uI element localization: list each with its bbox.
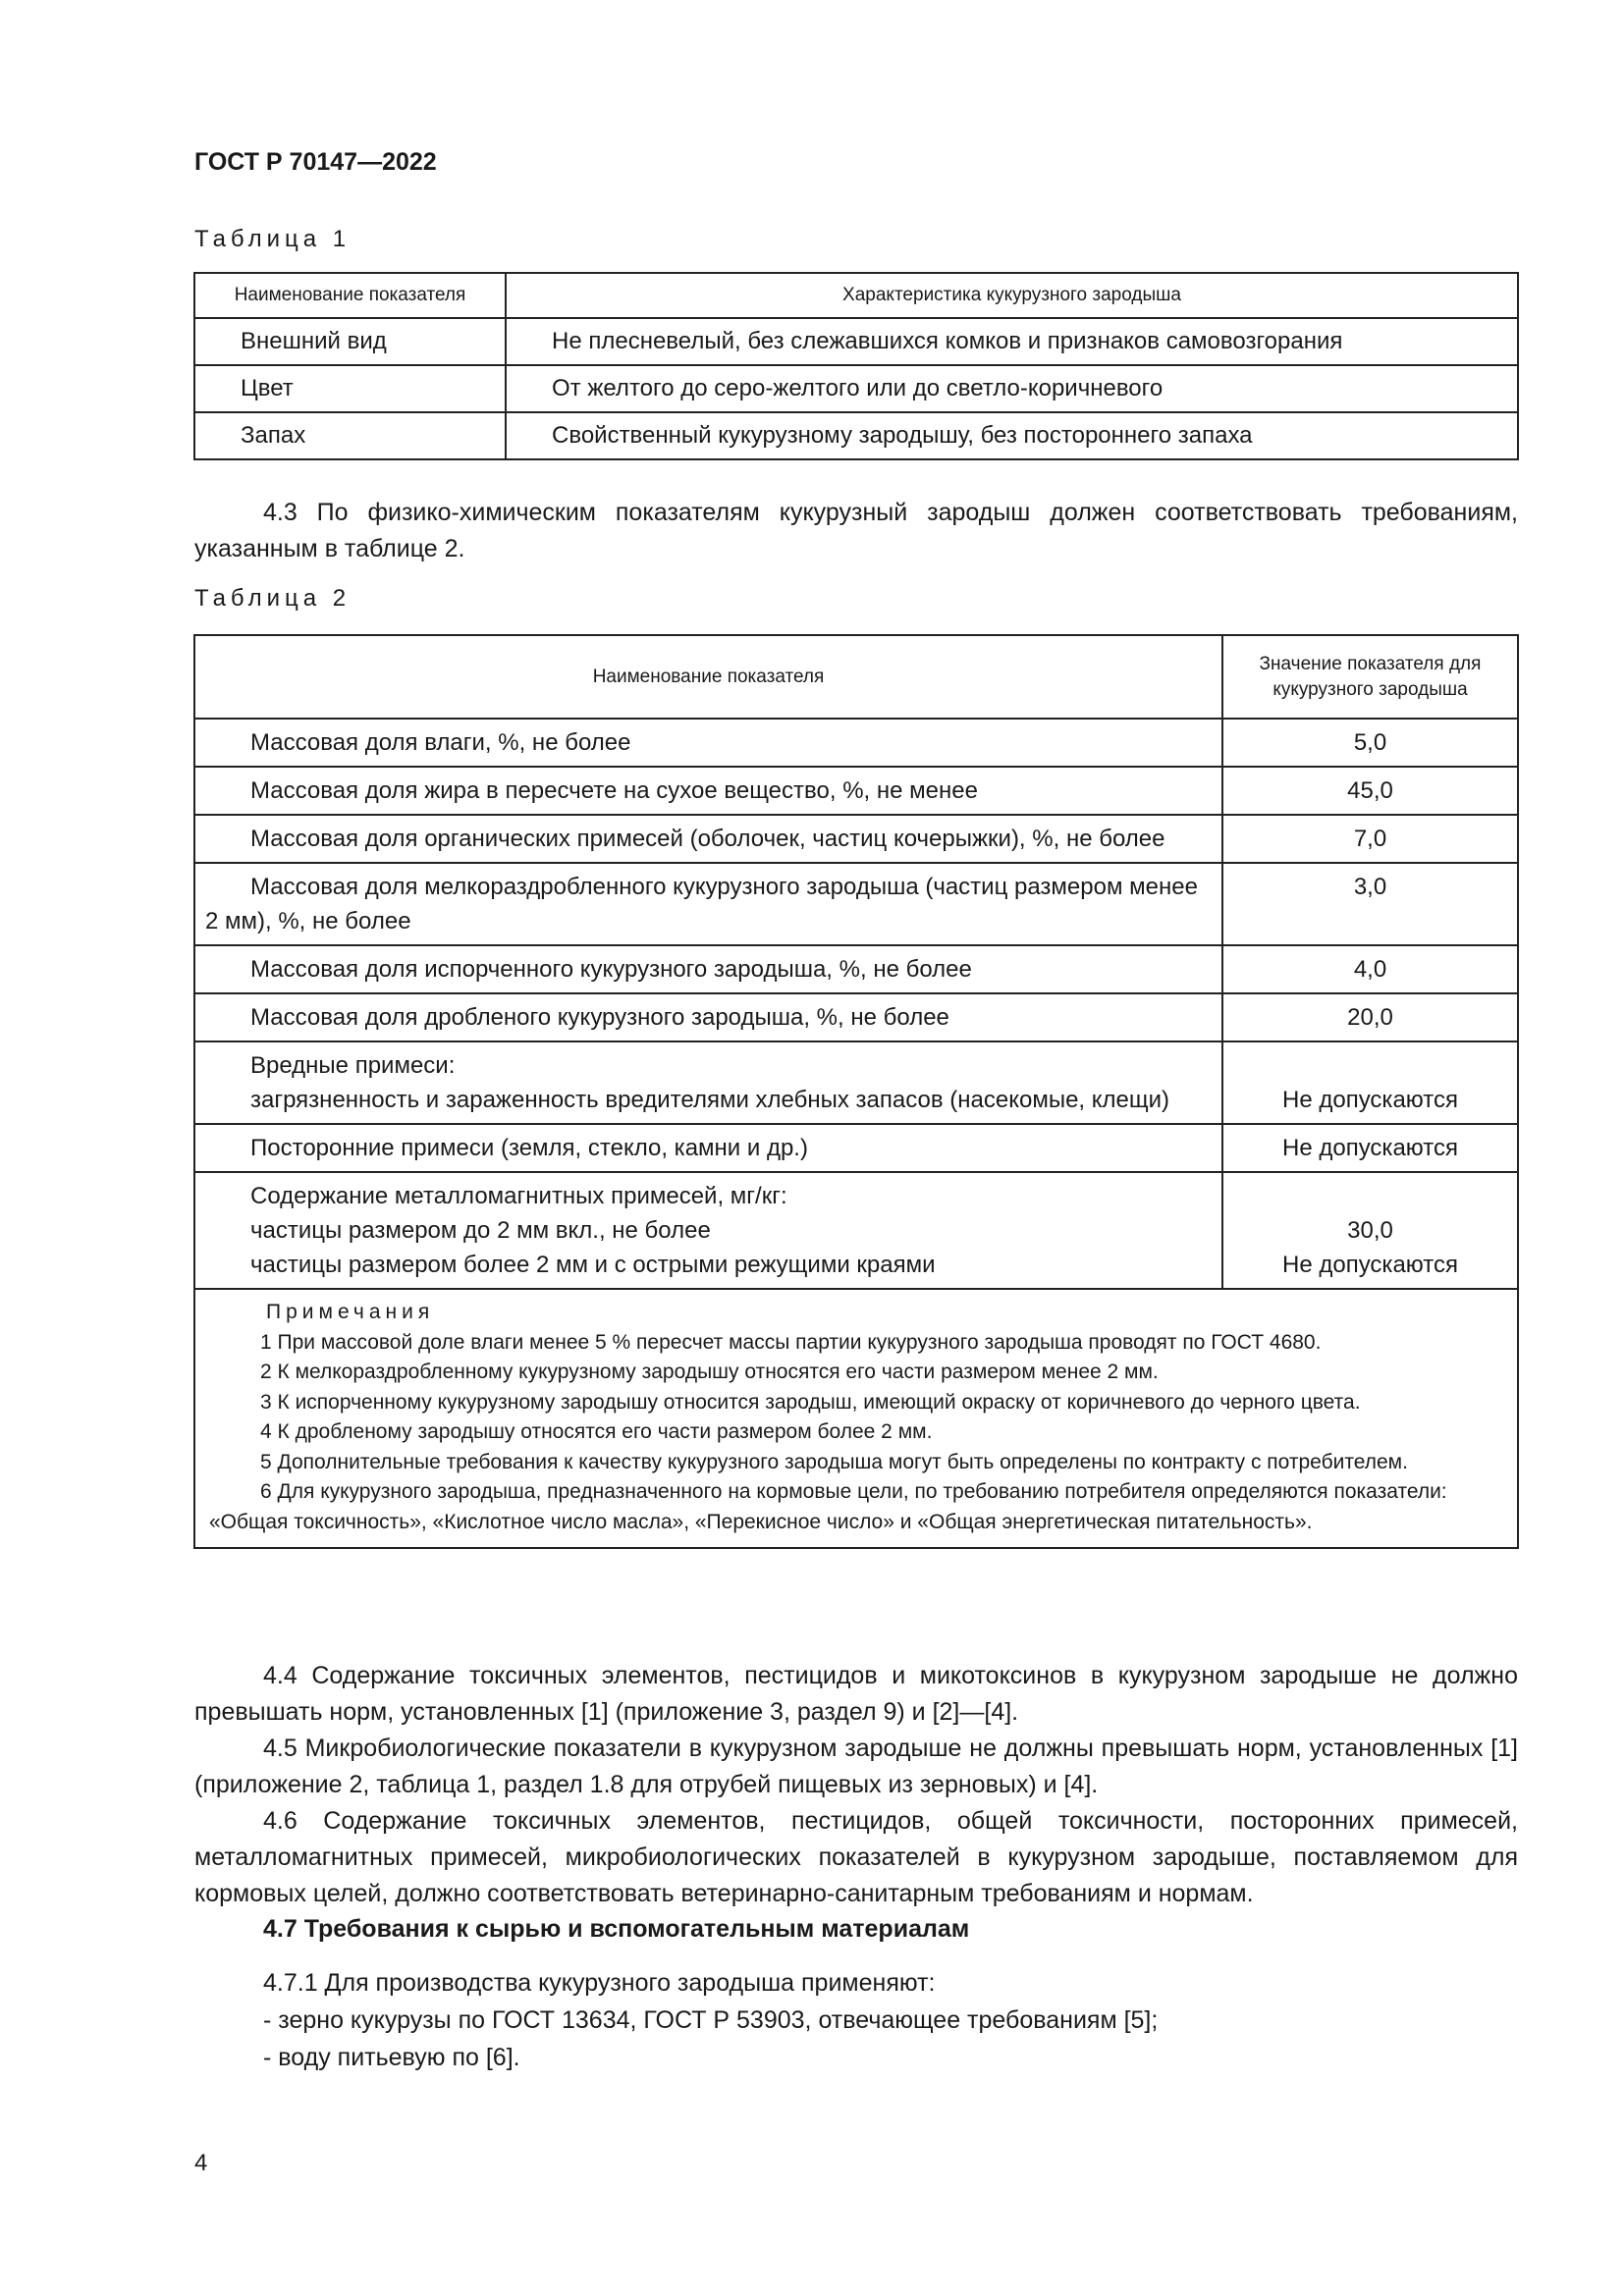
table1-cell: Цвет [194,365,506,412]
note-item: 2 К мелкораздробленному кукурузному зародышу относятся его части размером менее 2 мм. [260,1361,1159,1383]
table1-cell: Не плесневелый, без слежавшихся комков и признаков самовозгорания [506,318,1518,365]
indicator-value: 5,0 [1222,719,1518,767]
table-row [194,767,1518,815]
indicator-name: Содержание металломагнитных примесей, мг/кг: [250,1183,787,1209]
paragraph-text: 4.3 По физико-химическим показателям кукурузный зародыш должен соответствовать требованиям, указанным в таблице 2. [194,499,1518,562]
indicator-value: 4,0 [1222,945,1518,993]
indicator-name: Массовая доля дробленого кукурузного зародыша, %, не более [194,993,1222,1041]
list-item: - зерно кукурузы по ГОСТ 13634, ГОСТ Р 53903, отвечающее требованиям [5]; [263,2006,1159,2034]
indicator-value: 45,0 [1222,767,1518,815]
paragraph-line: 4.7.1 Для производства кукурузного зародыша применяют: [263,1969,936,1997]
paragraph-4-6: 4.6 Содержание токсичных элементов, пестицидов, общей токсичности, посторонних примесей, металломагнитных примесей, микробиологических показателей в кукурузном зародыше, поставляемом для кормовых целей, должно соответствовать ветеринарно-санитарным требованиям и нормам. [194,1807,1518,1907]
harmful-impurities-cell [194,1041,1222,1124]
table-row [194,365,1518,412]
indicator-name: Массовая доля испорченного кукурузного зародыша, %, не более [194,945,1222,993]
table-row [194,863,1518,945]
table2 [193,634,1519,1549]
note-item: 4 К дробленому зародышу относятся его части размером более 2 мм. [260,1420,933,1443]
note-item: 1 При массовой доле влаги менее 5 % пересчет массы партии кукурузного зародыша проводят по ГОСТ 4680. [260,1330,1322,1354]
note-item: 5 Дополнительные требования к качеству кукурузного зародыша могут быть определены по контракту с потребителем. [260,1450,1408,1473]
table-row [194,1124,1518,1172]
table-row [194,412,1518,459]
table-row [194,945,1518,993]
indicator-name: частицы размером до 2 мм вкл., не более [250,1217,711,1244]
paragraph-4-5: 4.5 Микробиологические показатели в кукурузном зародыше не должны превышать норм, установленных [1] (приложение 2, таблица 1, раздел 1.8 для отрубей пищевых из зерновых) и [4]. [194,1735,1518,1798]
table1-header-cell: Характеристика кукурузного зародыша [506,273,1518,318]
table2-header-cell: Значение показателя для кукурузного зародыша [1222,635,1518,719]
list-item: - воду питьевую по [6]. [263,2044,520,2071]
table-row [194,318,1518,365]
table1-header-cell: Наименование показателя [194,273,506,318]
table-row [194,1041,1518,1124]
indicator-value: 3,0 [1222,863,1518,945]
indicator-name: Вредные примеси: [250,1052,456,1079]
paragraph-4-3 [194,495,1518,567]
table1-cell: Свойственный кукурузному зародышу, без постороннего запаха [506,412,1518,459]
indicator-name: Массовая доля органических примесей (оболочек, частиц кочерыжки), %, не более [194,815,1222,863]
table1-cell: Запах [194,412,506,459]
indicator-value: Не допускаются [1222,1124,1518,1172]
indicator-value: 7,0 [1222,815,1518,863]
paragraphs-4-4-to-4-6 [194,1658,1518,1912]
metal-impurities-cell [194,1172,1222,1289]
table1-caption: Таблица 1 [194,226,352,252]
page-number: 4 [194,2150,208,2176]
metal-values-cell [1222,1172,1518,1289]
indicator-name: Посторонние примеси (земля, стекло, камни и др.) [194,1124,1222,1172]
table-row [194,815,1518,863]
indicator-name: загрязненность и зараженность вредителями хлебных запасов (насекомые, клещи) [250,1087,1170,1113]
section-heading-4-7: 4.7 Требования к сырью и вспомогательным материалам [263,1915,970,1943]
indicator-value: 30,0 [1347,1217,1393,1244]
paragraph-4-4: 4.4 Содержание токсичных элементов, пестицидов и микотоксинов в кукурузном зародыше не должно превышать норм, установленных [1] (приложение 3, раздел 9) и [2]—[4]. [194,1662,1518,1726]
table1-cell: Внешний вид [194,318,506,365]
indicator-value: 20,0 [1222,993,1518,1041]
table-row [194,719,1518,767]
notes-row [194,1289,1518,1548]
indicator-value: Не допускаются [1282,1252,1458,1278]
indicator-name: частицы размером более 2 мм и с острыми режущими краями [250,1252,936,1278]
table2-header-cell: Наименование показателя [194,635,1222,719]
notes-title: Примечания [266,1301,435,1323]
table1-cell: От желтого до серо-желтого или до светло-коричневого [506,365,1518,412]
indicator-value: Не допускаются [1222,1041,1518,1124]
note-item: 3 К испорченному кукурузному зародышу относится зародыш, имеющий окраску от коричневого до черного цвета. [260,1390,1361,1414]
document-header: ГОСТ Р 70147—2022 [194,148,437,176]
notes-cell [194,1289,1518,1548]
indicator-name: Массовая доля жира в пересчете на сухое вещество, %, не менее [194,767,1222,815]
table2-header-row [194,635,1518,719]
table-row [194,993,1518,1041]
indicator-name: Массовая доля мелкораздробленного кукурузного зародыша (частиц размером менее 2 мм), %, не более [194,863,1222,945]
table1 [193,272,1519,460]
table1-header-row [194,273,1518,318]
table-row [194,1172,1518,1289]
note-item: 6 Для кукурузного зародыша, предназначенного на кормовые цели, по требованию потребителя определяются показатели: «Общая токсичность», «Кислотное число масла», «Перекисное число» и «Общая энергетическая питательность». [209,1480,1447,1533]
table2-caption: Таблица 2 [194,585,352,612]
paragraph-4-7-1 [263,1964,1158,2076]
indicator-name: Массовая доля влаги, %, не более [194,719,1222,767]
